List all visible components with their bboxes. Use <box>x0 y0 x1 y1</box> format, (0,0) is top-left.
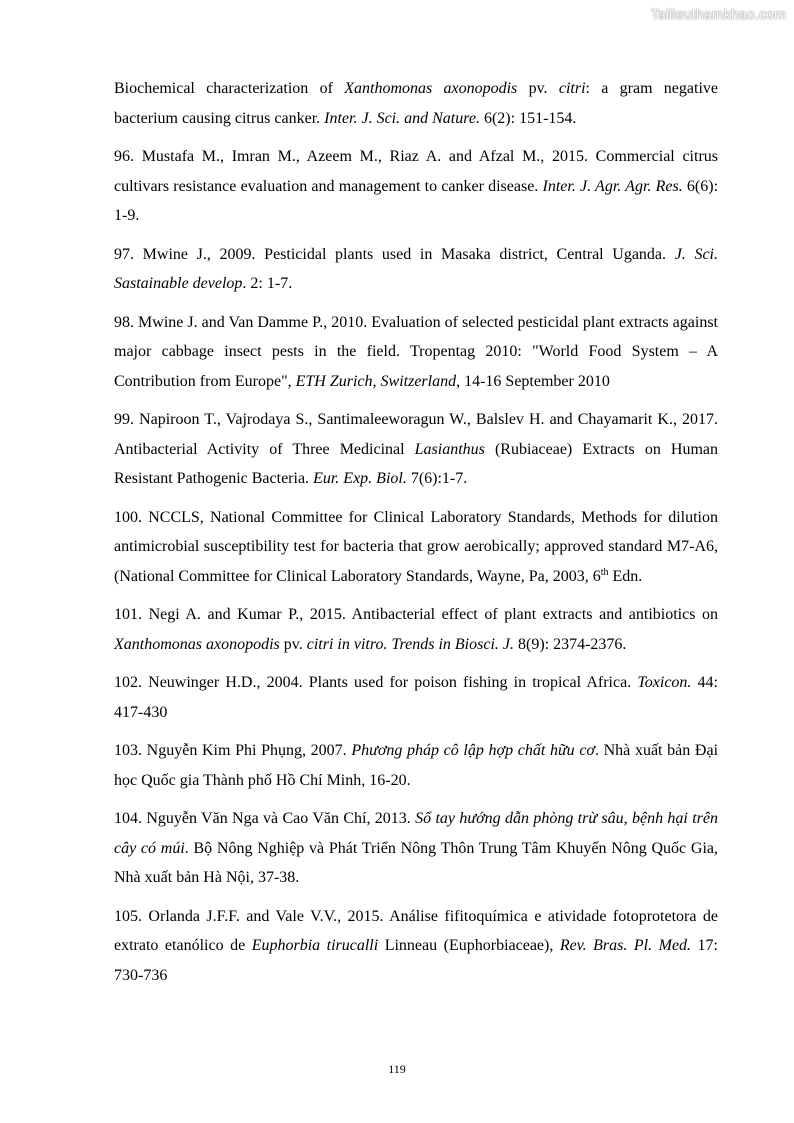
italic-text: Xanthomonas axonopodis <box>344 80 518 97</box>
reference-text: 44: 417-430 <box>114 674 719 721</box>
reference-text: Linneau (Euphorbiaceae), <box>378 937 560 954</box>
italic-text: Inter. J. Agr. Agr. Res. <box>542 177 683 195</box>
reference-text: 97. Mwine J., 2009. Pesticidal plants used in Masaka district, Central Uganda. <box>114 245 675 263</box>
reference-text: 37-38. <box>253 869 300 886</box>
italic-text: Xanthomonas axonopodis <box>114 635 280 653</box>
italic-text: , <box>249 869 254 886</box>
italic-text: Rev. Bras. Pl. Med. <box>559 937 692 954</box>
reference-entry <box>114 902 718 991</box>
page-number: 119 <box>388 1062 406 1076</box>
italic-text: Eur. Exp. Biol. <box>313 470 407 487</box>
reference-entry <box>114 600 718 659</box>
reference-text: 7(6):1-7. <box>406 470 468 487</box>
italic-text: Inter. J. Sci. and Nature. <box>324 109 480 127</box>
reference-text: 96. Mustafa M., Imran M., Azeem M., Riaz A. and Afzal M., 2015. Commercial citrus cultivars resistance evaluation and management to canker disease. <box>114 148 718 195</box>
reference-text: 8(9): 2374-2376. <box>514 635 627 653</box>
reference-text: (Rubiaceae) Extracts on Human Resistant Pathogenic Bacteria. <box>114 440 719 487</box>
reference-text: Biochemical characterization of <box>114 80 345 97</box>
reference-list <box>114 74 718 999</box>
reference-text: : a gram negative bacterium causing citrus canker. <box>114 80 719 127</box>
reference-text: . Nhà xuất bản Đại học Quốc gia Thành phố Hồ Chí Minh, 16-20. <box>114 742 719 789</box>
reference-text: pv. <box>279 635 307 653</box>
reference-text: 101. Negi A. and Kumar P., 2015. Antibacterial effect of plant extracts and antibiotics on <box>114 606 718 623</box>
reference-entry <box>114 240 718 299</box>
reference-entry <box>114 308 718 397</box>
reference-text: 6(2): 151-154. <box>479 109 577 127</box>
italic-text: citri in vitro. Trends in Biosci. J. <box>306 635 514 653</box>
italic-text: Sổ tay hướng dẫn phòng trừ sâu, bệnh hại trên cây có múi <box>114 810 718 857</box>
reference-entry <box>114 804 718 893</box>
superscript-text: th <box>600 566 609 578</box>
reference-entry <box>114 142 718 231</box>
reference-text: 6(6): 1-9. <box>114 177 719 224</box>
reference-text: 105. Orlanda J.F.F. and Vale V.V., 2015. Análise fifitoquímica e atividade fotoprotetora de extrato etanólico de <box>114 907 718 954</box>
reference-text: 99. Napiroon T., Vajrodaya S., Santimaleeworagun W., Balslev H. and Chayamarit K., 2017. Antibacterial Activity of Three Medicinal <box>114 411 718 458</box>
italic-text: ETH Zurich, Switzerland <box>295 372 457 390</box>
reference-text: Edn. <box>608 567 643 585</box>
reference-text: 100. NCCLS, National Committee for Clinical Laboratory Standards, Methods for dilution antimicrobial susceptibility test for bacteria that grow aerobically; approved standard M7-A6, (National Committee for Clinical Laboratory Standards, Wayne, Pa, 2003, 6 <box>114 508 718 585</box>
italic-text: J. Sci. Sastainable develop <box>114 245 718 292</box>
reference-text: 17: 730-736 <box>114 937 718 984</box>
reference-entry <box>114 503 718 592</box>
italic-text: citri <box>558 80 586 97</box>
reference-text: pv. <box>517 80 559 97</box>
italic-text: Phương pháp cô lập hợp chất hữu cơ <box>351 742 595 759</box>
italic-text: Lasianthus <box>414 440 485 458</box>
reference-text: Nhà xuất bản Hà Nội <box>114 869 250 886</box>
reference-text: 103. Nguyễn Kim Phi Phụng, 2007. <box>114 742 352 759</box>
reference-entry <box>114 74 718 133</box>
reference-text: . Bộ Nông Nghiệp và Phát Triển Nông Thôn Trung Tâm Khuyến Nông Quốc Gia <box>184 839 714 857</box>
reference-text: 98. Mwine J. and Van Damme P., 2010. Evaluation of selected pesticidal plant extracts against major cabbage insect pests in the field. Tropentag 2010: "World Food System – A Contribution from Europe", <box>114 313 718 390</box>
reference-text: 104. Nguyễn Văn Nga và Cao Văn Chí, 2013. <box>114 810 416 827</box>
reference-entry <box>114 405 718 494</box>
italic-text: Toxicon. <box>637 674 692 691</box>
italic-text: , <box>714 839 718 857</box>
reference-text: 102. Neuwinger H.D., 2004. Plants used for poison fishing in tropical Africa. <box>114 674 638 691</box>
watermark-text: Tailieuthamkhao.com <box>650 6 786 22</box>
reference-text: . 2: 1-7. <box>242 275 293 292</box>
reference-text: , 14-16 September 2010 <box>456 372 610 390</box>
reference-entry <box>114 668 718 727</box>
reference-entry <box>114 736 718 795</box>
italic-text: Euphorbia tirucalli <box>251 937 379 954</box>
